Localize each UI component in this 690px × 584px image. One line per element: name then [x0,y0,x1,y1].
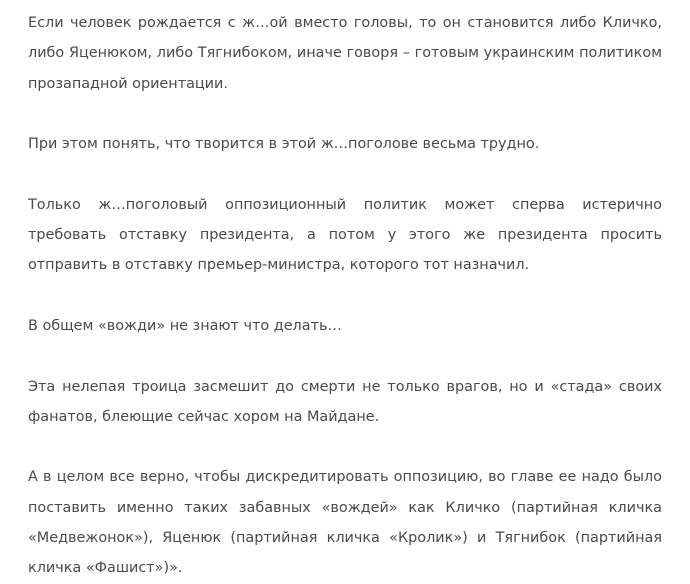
paragraph: При этом понять, что творится в этой ж…поголове весьма трудно. [28,136,540,153]
paragraph: А в целом все верно, чтобы дискредитировать оппозицию, во главе ее надо было поставить именно таких забавных «вождей» как Кличко (партийная кличка «Медвежонок»), Яценюк (партийная кличка «Кролик») и Тягнибок (партийная кличка «Фашист»)». [28,469,662,577]
paragraph: Если человек рождается с ж…ой вместо головы, то он становится либо Кличко, либо Яценюком, либо Тягнибоком, иначе говоря – готовым украинским политиком прозападной ориентации. [28,15,662,92]
paragraph: Эта нелепая троица засмешит до смерти не только врагов, но и «стада» своих фанатов, блеющие сейчас хором на Майдане. [28,378,662,425]
paragraph: Только ж…поголовый оппозиционный политик может сперва истерично требовать отставку президента, а потом у этого же президента просить отправить в отставку премьер-министра, которого тот назначил. [28,196,662,274]
paragraph: В общем «вожди» не знают что делать… [28,317,342,334]
